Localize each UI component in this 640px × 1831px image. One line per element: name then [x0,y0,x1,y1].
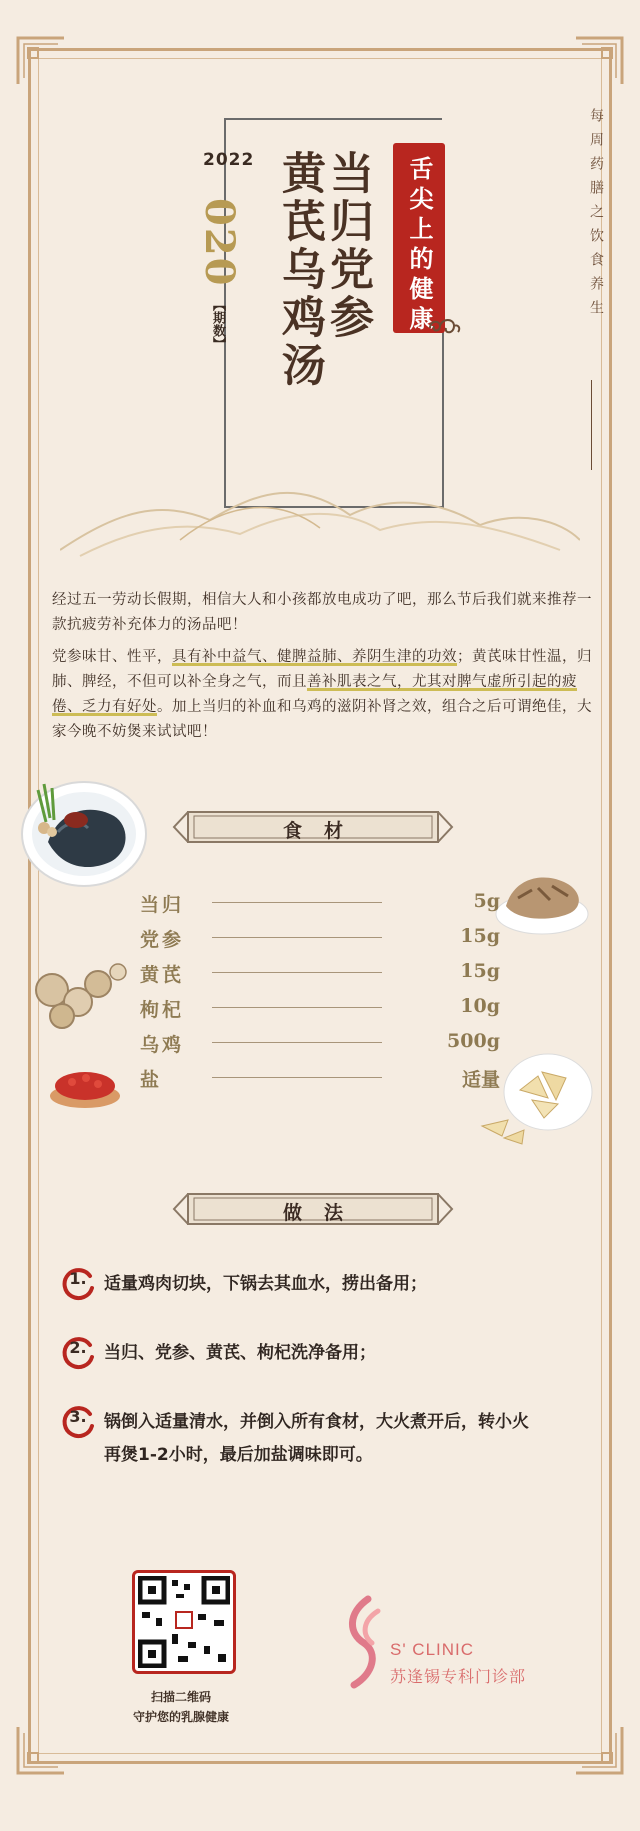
step-number: 1. [69,1269,87,1288]
intro-text [52,588,592,752]
ingredient-leader-line [212,937,382,938]
brand-name-en: S' CLINIC [390,1640,475,1659]
intro-text-span: 党参味甘、性平， [52,649,172,665]
codonopsis-root-image [22,950,132,1040]
goji-berry-bowl-image [48,1062,122,1110]
ingredient-amount: 10g [460,995,500,1017]
step-number: 2. [69,1338,87,1357]
ingredients-heading: 食材 [282,820,365,842]
ingredient-name: 当归 [140,894,185,916]
ingredient-amount: 15g [460,960,500,982]
issue-number: 020 [196,198,243,288]
ingredient-name: 枸杞 [140,999,185,1021]
ingredient-amount: 500g [447,1030,500,1052]
black-chicken-plate-image [18,772,150,890]
corner-ornament-icon [14,1723,68,1777]
qr-code[interactable] [132,1570,236,1674]
ingredient-name: 盐 [140,1069,163,1091]
ingredient-amount: 15g [460,925,500,947]
intro-paragraph-1: 经过五一劳动长假期，相信大人和小孩都放电成功了吧，那么节后我们就来推荐一款抗疲劳补充体力的汤品吧！ [52,592,592,633]
ingredient-leader-line [212,1042,382,1043]
page-title-line-2: 黄芪乌鸡汤 [274,150,325,390]
ingredient-row [140,925,500,960]
page-title-line-1: 当归党参 [322,150,373,342]
qr-caption-line-1: 扫描二维码 [150,1690,211,1704]
corner-ornament-icon [572,1723,626,1777]
qr-code-icon [138,1576,230,1668]
intro-text-span: ；黄芪味甘性温，归肺、脾经，不但可以补全身之气，而且 [52,649,592,690]
angelica-root-image [492,862,592,938]
brand-name-cn: 苏逢锡专科门诊部 [390,1667,527,1686]
intro-text-span: 。加上当归的补血和乌鸡的滋阴补肾之效，组合之后可谓绝佳，大家今晚不妨煲来试试吧！ [52,699,592,740]
method-steps [56,1268,596,1472]
ingredient-row [140,1065,500,1100]
ingredient-amount: 适量 [461,1069,500,1091]
step-text: 锅倒入适量清水，并倒入所有食材，大火煮开后，转小火再煲1-2小时，最后加盐调味即可。 [104,1412,529,1465]
ingredient-name: 黄芪 [140,964,185,986]
ingredient-leader-line [212,1007,382,1008]
ingredient-row [140,995,500,1030]
corner-ornament-icon [572,34,626,88]
step-item [56,1337,596,1370]
highlight-span: 善补肌表之气，尤其对脾气虚所引起的疲倦、乏力有好处 [52,674,577,715]
cloud-swirl-icon [428,316,462,338]
step-item [56,1406,596,1472]
step-text: 适量鸡肉切块，下锅去其血水，捞出备用； [104,1274,427,1294]
clinic-logo-icon [338,1595,388,1690]
issue-label: 【期数】 [210,298,225,350]
year-label: 2022 [203,150,255,170]
highlight-span: 具有补中益气、健脾益肺、养阴生津的功效 [172,649,457,665]
corner-ornament-icon [14,34,68,88]
mountain-decoration-icon [60,470,580,560]
side-tagline: 每周药膳之饮食养生 [588,108,604,324]
qr-caption [106,1687,256,1727]
seal-text: 舌尖上的健康 [405,156,433,336]
ingredient-leader-line [212,902,382,903]
side-divider [591,380,592,470]
qr-caption-line-2: 守护您的乳腺健康 [132,1710,229,1724]
ingredient-amount: 5g [473,890,500,912]
intro-paragraph-2 [52,645,592,745]
step-number-badge [60,1266,96,1302]
ingredient-row [140,960,500,995]
ingredient-name: 乌鸡 [140,1034,185,1056]
method-heading: 做法 [282,1202,365,1224]
step-number: 3. [69,1407,87,1426]
step-number-badge [60,1335,96,1371]
ingredient-name: 党参 [140,929,185,951]
ingredient-list [140,890,500,1100]
ingredient-row [140,890,500,925]
ingredient-row [140,1030,500,1065]
ingredient-leader-line [212,1077,382,1078]
step-text: 当归、党参、黄芪、枸杞洗净备用； [104,1343,376,1363]
step-number-badge [60,1404,96,1440]
step-item [56,1268,596,1301]
ingredient-leader-line [212,972,382,973]
